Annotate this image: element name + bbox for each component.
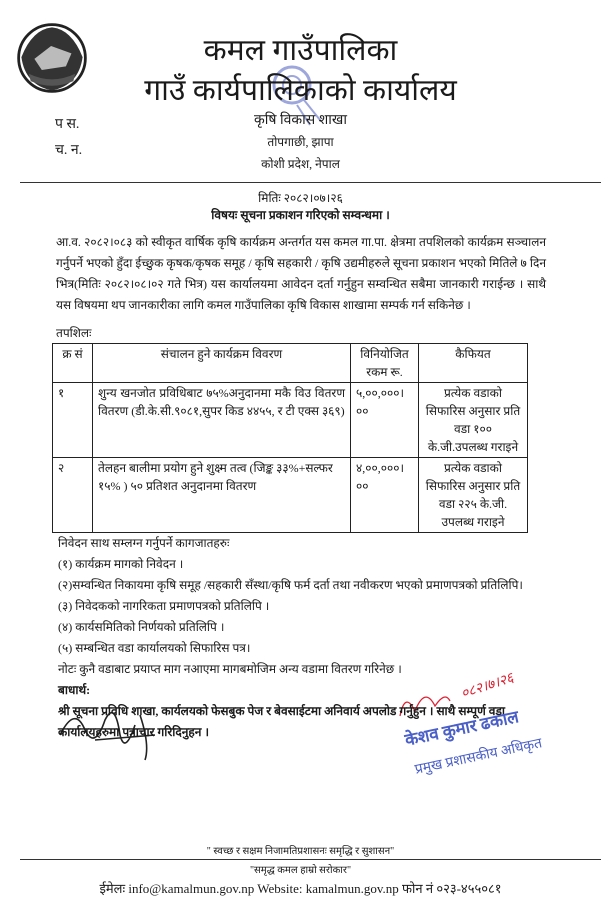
cell-remarks: प्रत्येक वडाको सिफारिस अनुसार प्रति वडा २२५ के.जी. उपलब्ध गराइने (419, 458, 528, 533)
col-header-amount: विनियोजित रकम रू. (351, 344, 419, 383)
ps-label: प स. (55, 117, 80, 132)
cell-sn: १ (53, 383, 93, 458)
stamp-name: केशव कुमार ढकाल (403, 707, 521, 750)
stamp-title: प्रमुख प्रशासकीय अधिकृत (413, 736, 544, 778)
office-title: कमल गाउँपालिका (203, 34, 398, 67)
footer-slogan: " स्वच्छ र सक्षम निजामतिप्रशासनः समृद्धि र सुशासन" (206, 846, 395, 857)
cell-remarks: प्रत्येक वडाको सिफारिस अनुसार प्रति वडा १०० के.जी.उपलब्ध गराइने (419, 383, 528, 458)
branch-name: कृषि विकास शाखा (254, 113, 347, 128)
cc-text: श्री सूचना प्रविधि शाखा, कार्यलयको फेसबुक पेज र बेवसाईटमा अनिवार्य अपलोड गर्नुहुन । साथै सम्पूर्ण वडा कार्यालयहरुमा पत्राचार गरिदिनुहन । (58, 704, 505, 739)
cell-amount: ५,००,०००।०० (351, 383, 419, 458)
tapsil-label: तपशिलः (56, 326, 92, 340)
col-header-remarks: कैफियत (419, 344, 528, 383)
cell-description: शुन्य खनजोत प्रविधिबाट ७५%अनुदानमा मकै विउ वितरण वितरण (डी.के.सी.९०८१,सुपर किड ४४५५, र टी एक्स ३६९) (93, 383, 351, 458)
office-subtitle: गाउँ कार्यपालिकाको कार्यालय (144, 74, 457, 107)
address-line-1: तोपगाछी, झापा (267, 135, 334, 149)
footer-motto: "समृद्ध कमल हाम्रो सरोकार" (249, 865, 352, 876)
header-divider (20, 182, 601, 183)
col-header-sn: क्र सं (53, 344, 93, 383)
letter-date: मितिः २०८२।०७।२६ (258, 191, 343, 205)
cn-label: च. न. (55, 143, 83, 158)
letter-body: आ.व. २०८२।०८३ को स्वीकृत वार्षिक कृषि कार्यक्रम अन्तर्गत यस कमल गा.पा. क्षेत्रमा तपशिलको कार्यक्रम सञ्चालन गर्नुपर्ने भएको हुँदा ईच्छुक कृषक/कृषक समूह / कृषि सहकारी / कृषि उद्यमीहरुले सूचना प्रकाशन भएको मितिले ७ दिन भित्र(मितिः २०८२।०८।०२ गते भित्र) यस कार्यालयमा आवेदन दर्ता गर्नुहुन सम्वन्धित सबैमा जानकारी गराईन्छ । साथै यस विषयमा थप जानकारीका लागि कमल गाउँपालिका कृषि विकास शाखामा सम्पर्क गर्न सकिनेछ । (56, 235, 546, 312)
cell-amount: ४,००,०००।०० (351, 458, 419, 533)
document-item: (१) कार्यक्रम मागको निवेदन । (58, 557, 184, 571)
note-text: नोटः कुनै वडाबाट प्रयाप्त माग नआएमा मागबमोजिम अन्य वडामा वितरण गरिनेछ । (58, 662, 402, 676)
footer-divider (20, 859, 601, 860)
table-row (53, 383, 528, 458)
documents-heading: निवेदन साथ सम्लग्न गर्नुपर्ने कागजातहरुः (58, 536, 230, 550)
table-row (53, 458, 528, 533)
cc-heading: बाधार्थ: (58, 683, 91, 697)
document-item: (५) सम्बन्धित वडा कार्यालयको सिफारिस पत्र। (58, 641, 251, 655)
address-line-2: कोशी प्रदेश, नेपाल (261, 157, 340, 171)
cell-sn: २ (53, 458, 93, 533)
cell-description: तेलहन बालीमा प्रयोग हुने शुक्ष्म तत्व (जिङ्क ३३%+सल्फर १५% ) ५० प्रतिशत अनुदानमा वितरण (93, 458, 351, 533)
footer-contact: ईमेलः info@kamalmun.gov.np Website: kamalmun.gov.np फोन नं ०२३-४५५०८१ (99, 881, 502, 896)
signature-date: ०८२।७।२६ (459, 670, 516, 702)
col-header-description: संचालन हुने कार्यक्रम विवरण (93, 344, 351, 383)
document-item: (४) कार्यसमितिको निर्णयको प्रतिलिपि । (58, 620, 225, 634)
document-item: (३) निवेदकको नागरिकता प्रमाणपत्रको प्रतिलिपि । (58, 599, 270, 613)
letter-subject: विषयः सूचना प्रकाशन गरिएको सम्वन्धमा । (211, 208, 390, 222)
document-item: (२)सम्वन्धित निकायमा कृषि समूह /सहकारी सँस्था/कृषि फर्म दर्ता तथा नवीकरण भएको प्रमाणपत्रको प्रतिलिपि। (58, 578, 523, 592)
program-table (52, 343, 528, 533)
table-header-row (53, 344, 528, 383)
